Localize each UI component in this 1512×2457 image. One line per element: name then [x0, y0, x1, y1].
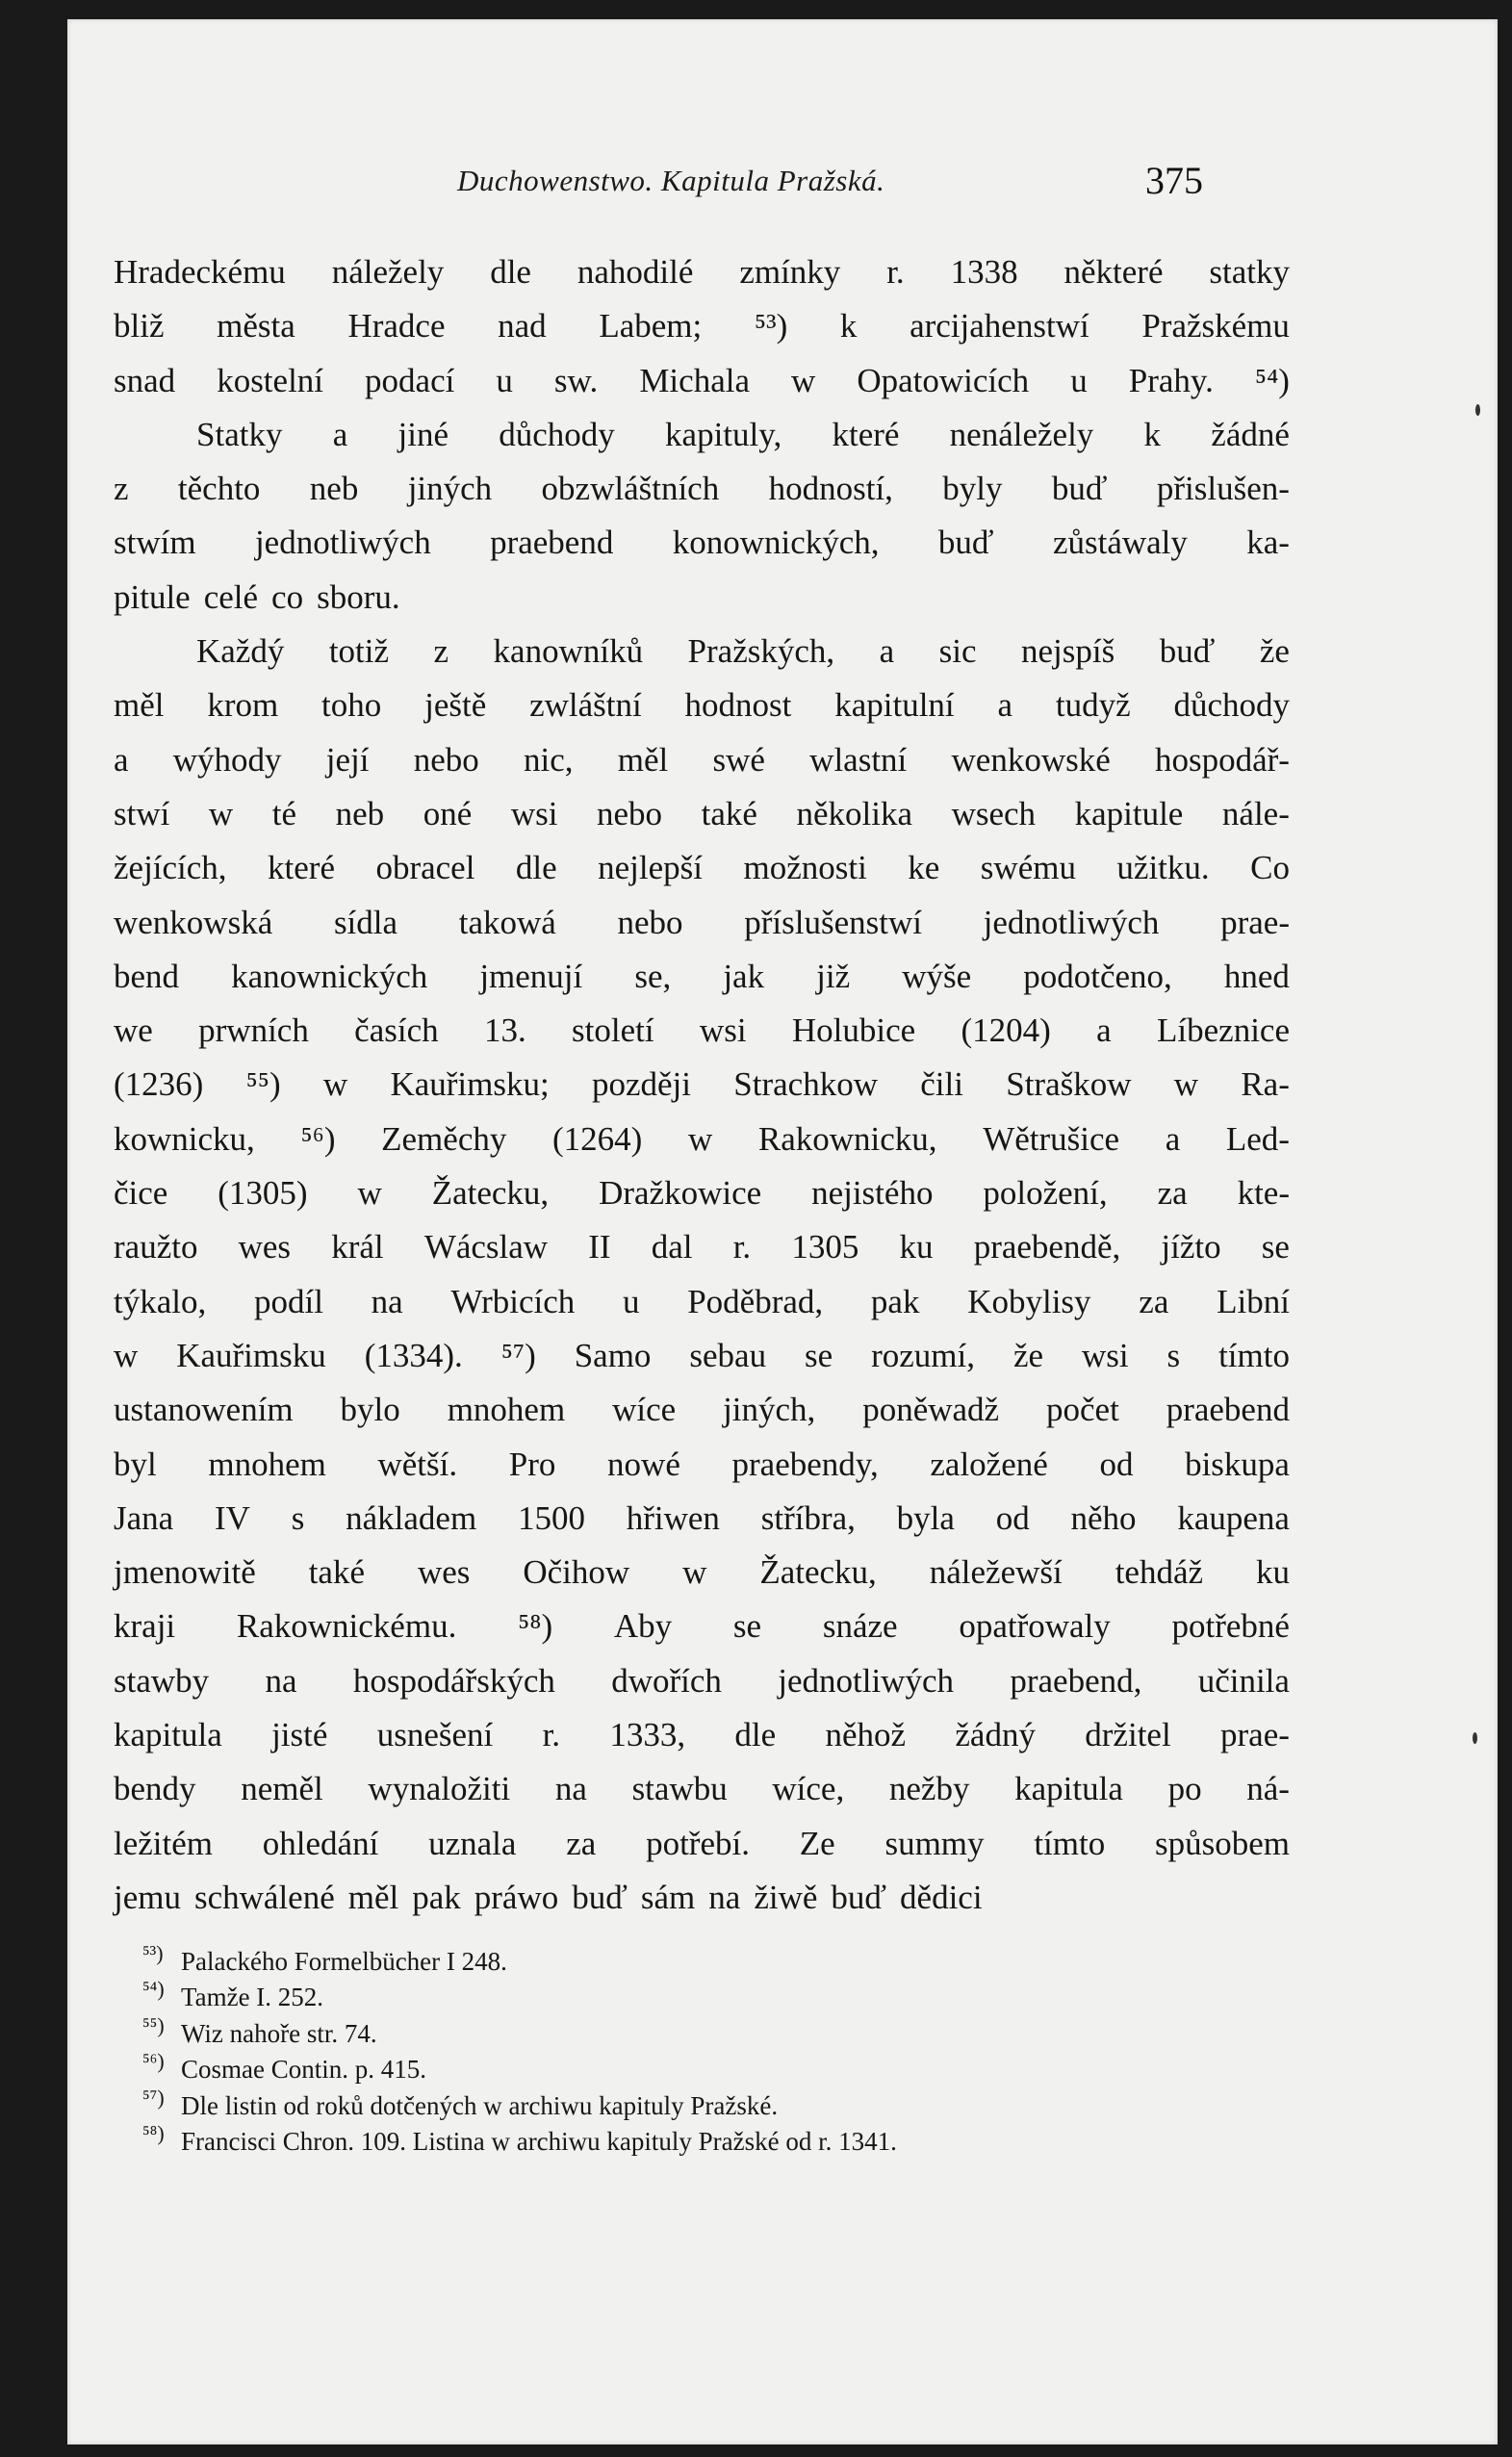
- text-line: bliž města Hradce nad Labem; ⁵³) k arcijahenstwí Pražskému: [114, 307, 1290, 346]
- text-line: bendy neměl wynaložiti na stawbu wíce, nežby kapitula po ná-: [114, 1770, 1290, 1808]
- footnote-text: Cosmae Contin. p. 415.: [181, 2055, 426, 2085]
- footnote-text: Francisci Chron. 109. Listina w archiwu kapituly Pražské od r. 1341.: [181, 2126, 897, 2156]
- text-line: bend kanownických jmenují se, jak již wýše podotčeno, hned: [114, 957, 1290, 995]
- text-line: Statky a jiné důchody kapituly, které nenáležely k žádné: [196, 415, 1290, 453]
- footnote-text: Tamže I. 252.: [181, 1983, 324, 2012]
- text-line: snad kostelní podací u sw. Michala w Opatowicích u Prahy. ⁵⁴): [114, 361, 1290, 399]
- footnote-text: Dle listin od roků dotčených w archiwu kapituly Pražské.: [181, 2090, 779, 2120]
- text-line: ustanowením bylo mnohem wíce jiných, poněwadž počet praebend: [114, 1391, 1290, 1429]
- footnote: ⁵⁴) Tamže I. 252.: [142, 1977, 324, 2012]
- text-line: Jana IV s nákladem 1500 hřiwen stříbra, byla od něho kaupena: [114, 1498, 1290, 1537]
- text-line: wenkowská sídla takowá nebo příslušenstwí jednotliwých prae-: [114, 903, 1290, 941]
- text-line: kownicku, ⁵⁶) Zeměchy (1264) w Rakownicku, Wětrušice a Led-: [114, 1119, 1290, 1158]
- text-line: kapitula jisté usnešení r. 1333, dle něhož žádný držitel prae-: [114, 1716, 1290, 1754]
- text-line: byl mnohem wětší. Pro nowé praebendy, založené od biskupa: [114, 1445, 1290, 1483]
- text-line: jemu schwálené měl pak práwo buď sám na žiwě buď dědici: [114, 1878, 983, 1916]
- text-line: w Kauřimsku (1334). ⁵⁷) Samo sebau se rozumí, že wsi s tímto: [114, 1336, 1290, 1374]
- footnote: ⁵⁷) Dle listin od roků dotčených w archiwu kapituly Pražské.: [142, 2085, 779, 2120]
- scan-speck: [1473, 1732, 1477, 1744]
- text-line: stawby na hospodářských dwořích jednotliwých praebend, učinila: [114, 1661, 1290, 1700]
- footnotes: [142, 1941, 1297, 2160]
- footnote-text: Palackého Formelbücher I 248.: [181, 1947, 507, 1976]
- page-number: 375: [1145, 159, 1203, 202]
- text-line: raužto wes král Wácslaw II dal r. 1305 ku praebendě, jížto se: [114, 1228, 1290, 1267]
- text-line: z těchto neb jiných obzwláštních hodností, byly buď přislušen-: [114, 470, 1290, 508]
- text-line: stwím jednotliwých praebend konownických, buď zůstáwaly ka-: [114, 524, 1290, 562]
- text-line: čice (1305) w Žatecku, Dražkowice nejistého položení, za kte-: [114, 1174, 1290, 1213]
- text-line: žejících, které obracel dle nejlepší možnosti ke swému užitku. Co: [114, 849, 1290, 887]
- text-line: stwí w té neb oné wsi nebo také několika wsech kapitule nále-: [114, 794, 1290, 832]
- text-line: ležitém ohledání uznala za potřebí. Ze summy tímto spůsobem: [114, 1824, 1290, 1862]
- text-line: Každý totiž z kanowníků Pražských, a sic nejspíš buď že: [196, 632, 1290, 671]
- book-page: [67, 19, 1498, 2444]
- text-line: jmenowitě také wes Očihow w Žatecku, náležewší tehdáž ku: [114, 1553, 1290, 1592]
- text-line: we prwních časích 13. století wsi Holubice (1204) a Líbeznice: [114, 1011, 1290, 1050]
- footnote: ⁵⁶) Cosmae Contin. p. 415.: [142, 2049, 426, 2085]
- text-line: pitule celé co sboru.: [114, 577, 400, 616]
- body-text: [114, 245, 1290, 1925]
- text-line: Hradeckému náležely dle nahodilé zmínky r. 1338 některé statky: [114, 253, 1290, 291]
- text-line: a wýhody její nebo nic, měl swé wlastní wenkowské hospodář-: [114, 740, 1290, 779]
- footnote: ⁵⁸) Francisci Chron. 109. Listina w archiwu kapituly Pražské od r. 1341.: [142, 2120, 897, 2156]
- footnote: ⁵⁵) Wiz nahoře str. 74.: [142, 2012, 377, 2048]
- text-line: měl krom toho ještě zwláštní hodnost kapitulní a tudyž důchody: [114, 686, 1290, 725]
- footnote: ⁵³) Palackého Formelbücher I 248.: [142, 1941, 507, 1976]
- text-line: kraji Rakownickému. ⁵⁸) Aby se snáze opatřowaly potřebné: [114, 1607, 1290, 1646]
- text-line: (1236) ⁵⁵) w Kauřimsku; později Strachkow čili Straškow w Ra-: [114, 1065, 1290, 1104]
- page-header: [67, 159, 1498, 212]
- scan-speck: [1475, 404, 1480, 416]
- footnote-text: Wiz nahoře str. 74.: [181, 2018, 377, 2048]
- text-line: týkalo, podíl na Wrbicích u Poděbrad, pak Kobylisy za Libní: [114, 1282, 1290, 1320]
- running-head: Duchowenstwo. Kapitula Pražská.: [457, 164, 885, 197]
